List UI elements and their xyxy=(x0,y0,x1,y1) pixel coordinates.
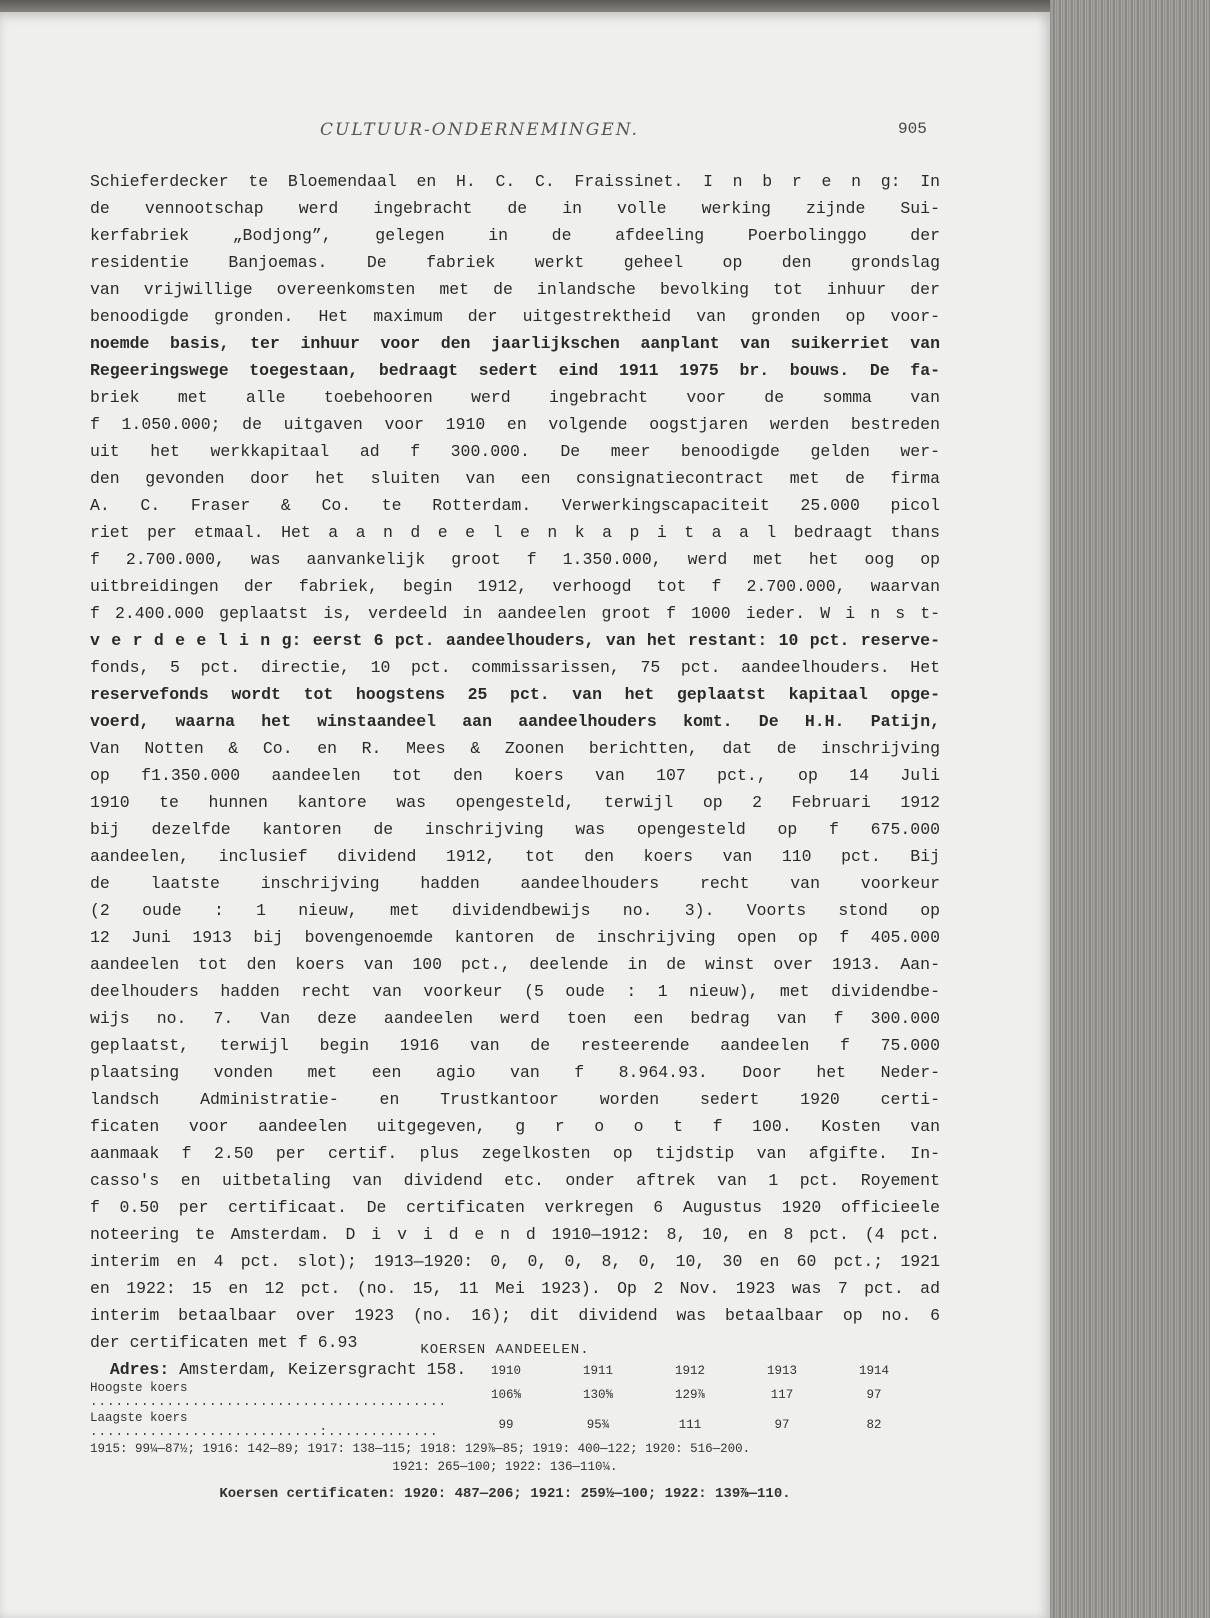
table-cell: 106⅝ xyxy=(490,1388,521,1402)
text-line: de vennootschap werd ingebracht de in volle werking zijnde Sui- xyxy=(90,199,940,218)
text-line: noemde basis, ter inhuur voor den jaarlijkschen aanplant van suikerriet van xyxy=(90,334,940,353)
text-line: en 1922: 15 en 12 pct. (no. 15, 11 Mei 1923). Op 2 Nov. 1923 was 7 pct. ad xyxy=(90,1279,940,1298)
text-line: uit het werkkapitaal ad f 300.000. De meer benoodigde gelden wer- xyxy=(90,442,940,461)
year-header: 1910 xyxy=(490,1364,521,1378)
text-line: aandeelen tot den koers van 100 pct., deelende in de winst over 1913. Aan- xyxy=(90,955,940,974)
text-line: Regeeringswege toegestaan, bedraagt sedert eind 1911 1975 br. bouws. De fa- xyxy=(90,361,940,380)
text-line: den gevonden door het sluiten van een consignatiecontract met de firma xyxy=(90,469,940,488)
text-line: 1910 te hunnen kantore was opengesteld, terwijl op 2 Februari 1912 xyxy=(90,793,940,812)
table-cell: 117 xyxy=(770,1388,794,1402)
table-cell: 97 xyxy=(866,1388,882,1402)
body-text xyxy=(90,168,940,1383)
text-line: A. C. Fraser & Co. te Rotterdam. Verwerkingscapaciteit 25.000 picol xyxy=(90,496,940,515)
table-cell: 111 xyxy=(678,1418,702,1432)
text-line: Van Notten & Co. en R. Mees & Zoonen berichtten, dat de inschrijving xyxy=(90,739,940,758)
text-line: aanmaak f 2.50 per certif. plus zegelkosten op tijdstip van afgifte. In- xyxy=(90,1144,940,1163)
book-page-edges xyxy=(1050,0,1210,1618)
text-line: ficaten voor aandeelen uitgegeven, g r o o t f 100. Kosten van xyxy=(90,1117,940,1136)
text-line: residentie Banjoemas. De fabriek werkt geheel op den grondslag xyxy=(90,253,940,272)
text-line: riet per etmaal. Het a a n d e e l e n k a p i t a a l bedraagt thans xyxy=(90,523,940,542)
text-line: benoodigde gronden. Het maximum der uitgestrektheid van gronden op voor- xyxy=(90,307,940,326)
price-table-section xyxy=(90,1342,920,1502)
leader-dots: ...........................:............. xyxy=(90,1425,439,1439)
year-header: 1913 xyxy=(766,1364,797,1378)
text-line: 12 Juni 1913 bij bovengenoemde kantoren de inschrijving open op f 405.000 xyxy=(90,928,940,947)
year-header: 1912 xyxy=(674,1364,705,1378)
table-cell: 130⅝ xyxy=(582,1388,613,1402)
table-cell: 82 xyxy=(866,1418,882,1432)
text-line: bij dezelfde kantoren de inschrijving was opengesteld op f 675.000 xyxy=(90,820,940,839)
table-header-row xyxy=(90,1362,920,1380)
row-label: Laagste koers xyxy=(90,1411,188,1425)
text-line: uitbreidingen der fabriek, begin 1912, verhoogd tot f 2.700.000, waarvan xyxy=(90,577,940,596)
text-line: fonds, 5 pct. directie, 10 pct. commissarissen, 75 pct. aandeelhouders. Het xyxy=(90,658,940,677)
leader-dots: .......................................... xyxy=(90,1395,448,1409)
page-number: 905 xyxy=(898,120,927,138)
text-line: de laatste inschrijving hadden aandeelhouders recht van voorkeur xyxy=(90,874,940,893)
text-line: f 2.400.000 geplaatst is, verdeeld in aandeelen groot f 1000 ieder. W i n s t- xyxy=(90,604,940,623)
table-cell: 99 xyxy=(498,1418,514,1432)
text-line: plaatsing vonden met een agio van f 8.964.93. Door het Neder- xyxy=(90,1063,940,1082)
text-line: casso's en uitbetaling van dividend etc. onder aftrek van 1 pct. Royement xyxy=(90,1171,940,1190)
table-row xyxy=(90,1410,920,1440)
text-line: wijs no. 7. Van deze aandeelen werd toen een bedrag van f 300.000 xyxy=(90,1009,940,1028)
address-value: Amsterdam, Keizersgracht 158. xyxy=(179,1360,467,1379)
history-line: 1921: 265—100; 1922: 136—110¼. xyxy=(392,1460,618,1474)
text-line: der certificaten met f 6.93 xyxy=(90,1333,358,1352)
year-header: 1911 xyxy=(582,1364,613,1378)
book-page xyxy=(0,12,1050,1618)
text-line: interim en 4 pct. slot); 1913—1920: 0, 0, 0, 8, 0, 10, 30 en 60 pct.; 1921 xyxy=(90,1252,940,1271)
table-cell: 97 xyxy=(774,1418,790,1432)
text-line: aandeelen, inclusief dividend 1912, tot den koers van 110 pct. Bij xyxy=(90,847,940,866)
running-title: CULTUUR-ONDERNEMINGEN. xyxy=(320,120,639,140)
text-line: landsch Administratie- en Trustkantoor worden sedert 1920 certi- xyxy=(90,1090,940,1109)
text-line: van vrijwillige overeenkomsten met de inlandsche bevolking tot inhuur der xyxy=(90,280,940,299)
table-cell: 129⅞ xyxy=(674,1388,705,1402)
text-line: briek met alle toebehooren werd ingebracht voor de somma van xyxy=(90,388,940,407)
row-label: Hoogste koers xyxy=(90,1381,188,1395)
text-line: f 2.700.000, was aanvankelijk groot f 1.350.000, werd met het oog op xyxy=(90,550,940,569)
table-title: KOERSEN AANDEELEN. xyxy=(420,1342,590,1358)
table-cell: 95¾ xyxy=(586,1418,610,1432)
text-line: op f1.350.000 aandeelen tot den koers van 107 pct., op 14 Juli xyxy=(90,766,940,785)
text-line: Schieferdecker te Bloemendaal en H. C. C. Fraissinet. I n b r e n g: In xyxy=(90,172,940,191)
text-line: v e r d e e l i n g: eerst 6 pct. aandeelhouders, van het restant: 10 pct. reserve- xyxy=(90,631,940,650)
text-line: kerfabriek „Bodjong”, gelegen in de afdeeling Poerbolinggo der xyxy=(90,226,940,245)
text-line: f 1.050.000; de uitgaven voor 1910 en volgende oogstjaren werden bestreden xyxy=(90,415,940,434)
text-line: voerd, waarna het winstaandeel aan aandeelhouders komt. De H.H. Patijn, xyxy=(90,712,940,731)
history-line: 1915: 99¼—87½; 1916: 142—89; 1917: 138—115; 1918: 129⅞—85; 1919: 400—122; 1920: 516—200. xyxy=(90,1442,751,1456)
certificates-line: Koersen certificaten: 1920: 487—206; 1921: 259½—100; 1922: 139⅞—110. xyxy=(219,1486,791,1502)
year-header: 1914 xyxy=(858,1364,889,1378)
text-line: noteering te Amsterdam. D i v i d e n d 1910—1912: 8, 10, en 8 pct. (4 pct. xyxy=(90,1225,940,1244)
text-line: f 0.50 per certificaat. De certificaten verkregen 6 Augustus 1920 officieele xyxy=(90,1198,940,1217)
text-line: reservefonds wordt tot hoogstens 25 pct. van het geplaatst kapitaal opge- xyxy=(90,685,940,704)
text-line: deelhouders hadden recht van voorkeur (5 oude : 1 nieuw), met dividendbe- xyxy=(90,982,940,1001)
text-line: (2 oude : 1 nieuw, met dividendbewijs no. 3). Voorts stond op xyxy=(90,901,940,920)
text-line: geplaatst, terwijl begin 1916 van de resteerende aandeelen f 75.000 xyxy=(90,1036,940,1055)
price-table xyxy=(90,1362,920,1440)
text-line: interim betaalbaar over 1923 (no. 16); dit dividend was betaalbaar op no. 6 xyxy=(90,1306,940,1325)
address-label: Adres: xyxy=(109,1360,170,1379)
table-row xyxy=(90,1380,920,1410)
